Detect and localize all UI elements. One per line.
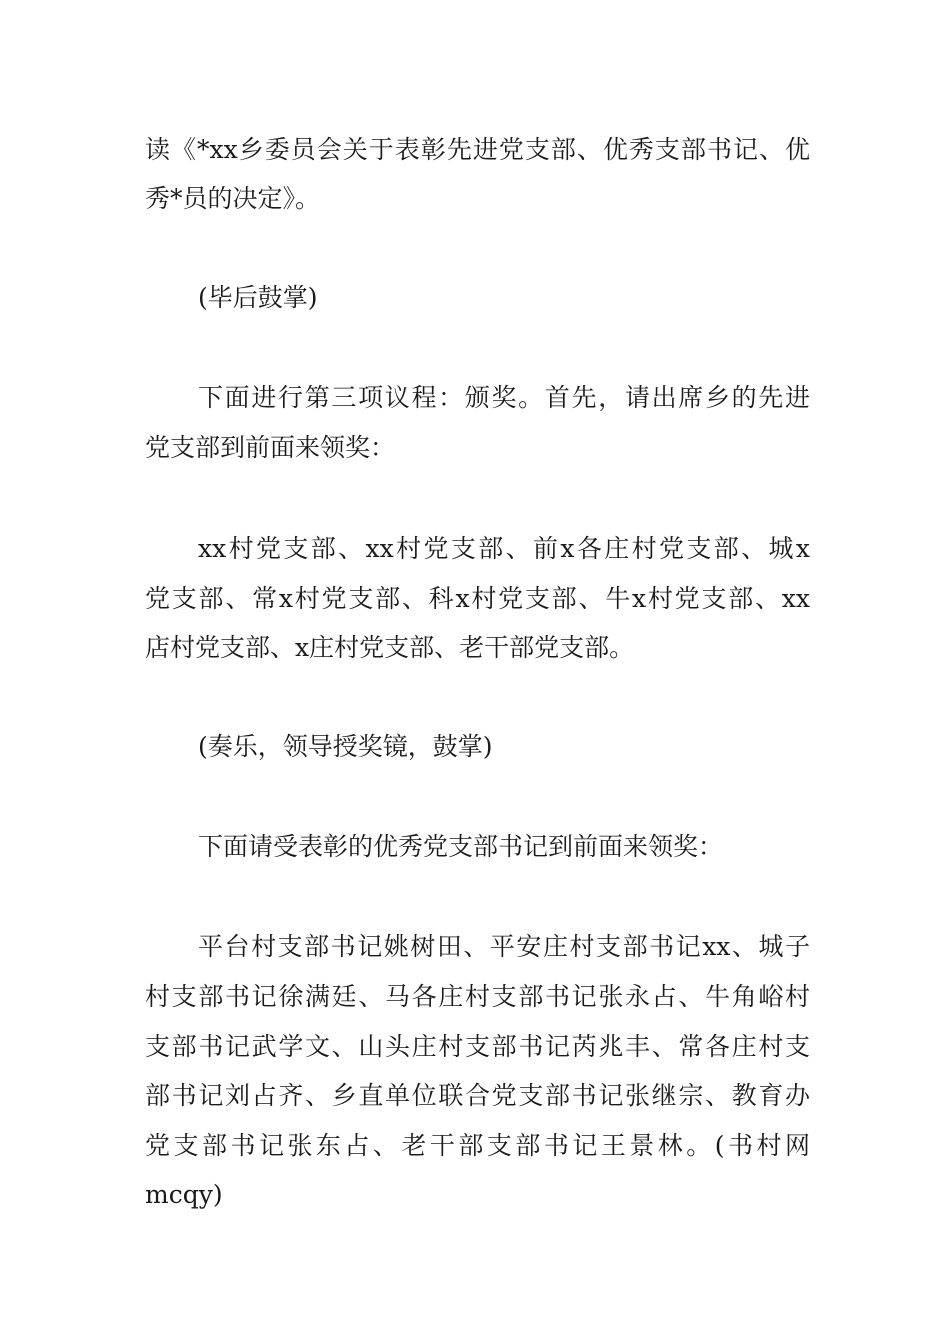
paragraph-secretaries-line-2: 村支部书记徐满廷、马各庄村支部书记张永占、牛角峪村 [145,982,810,1011]
paragraph-branches-line-2: 党支部、常x村党支部、科x村党支部、牛x村党支部、xx [145,584,810,613]
paragraph-secretaries-line-4: 部书记刘占齐、乡直单位联合党支部书记张继宗、教育办 [145,1081,810,1110]
paragraph-secretaries-line-5: 党支部书记张东占、老干部支部书记王景林。(书村网 [145,1131,810,1160]
paragraph-decision-line-1: 读《*xx乡委员会关于表彰先进党支部、优秀支部书记、优 [145,135,810,164]
paragraph-secretaries-line-3: 支部书记武学文、山头庄村支部书记芮兆丰、常各庄村支 [145,1032,810,1061]
paragraph-secretaries-line-6: mcqy) [145,1180,223,1209]
paragraph-decision-line-2: 秀*员的决定》。 [145,184,321,213]
stage-note-music: (奏乐，领导授奖镜，鼓掌) [198,732,493,761]
stage-note-applause: (毕后鼓掌) [198,283,318,312]
paragraph-agenda-line-1: 下面进行第三项议程：颁奖。首先，请出席乡的先进 [198,383,810,412]
paragraph-agenda-line-2: 党支部到前面来领奖： [145,433,396,462]
paragraph-secretaries-line-1: 平台村支部书记姚树田、平安庄村支部书记xx、城子 [198,932,810,961]
paragraph-branches-line-3: 店村党支部、x庄村党支部、老干部党支部。 [145,633,635,662]
paragraph-secretaries-intro: 下面请受表彰的优秀党支部书记到前面来领奖： [198,832,724,861]
paragraph-branches-line-1: xx村党支部、xx村党支部、前x各庄村党支部、城x [198,534,810,563]
